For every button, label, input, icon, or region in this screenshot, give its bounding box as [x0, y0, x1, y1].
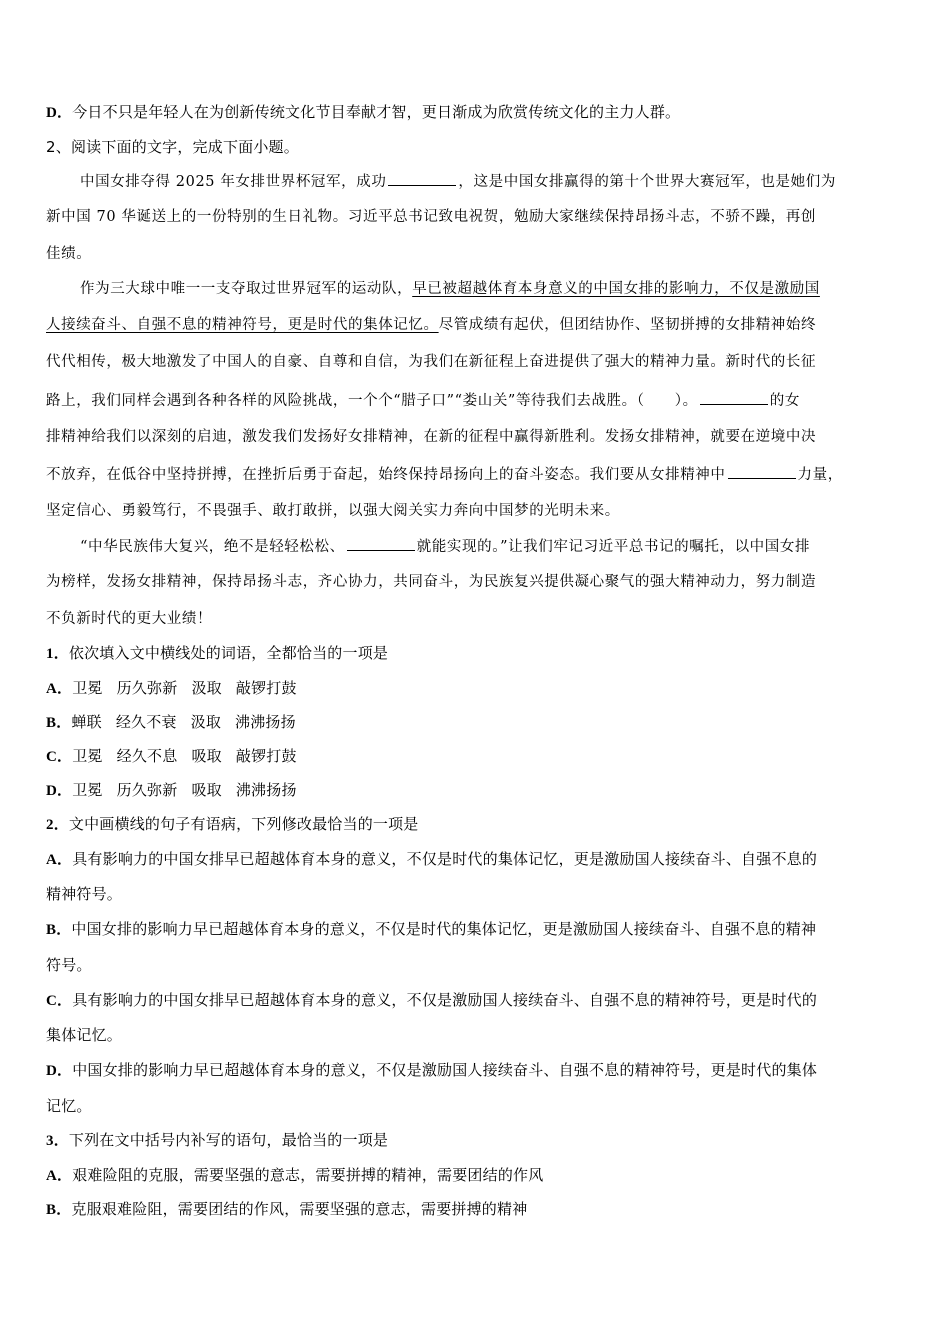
option-label: B． [46, 922, 72, 938]
option-word: 卫冕 [72, 747, 103, 765]
passage-text: “中华民族伟大复兴，绝不是轻轻松松、 [80, 539, 345, 555]
passage-text: 就能实现的。”让我们牢记习近平总书记的嘱托，以中国女排 [416, 539, 811, 555]
question-2 [46, 814, 419, 835]
q1-option-c [46, 746, 297, 767]
question-number: 1． [46, 646, 69, 662]
q2-option-c [46, 990, 817, 1011]
passage-line: 代代相传，极大地激发了中国人的自豪、自尊和自信，为我们在新征程上奋进提供了强大的精神力量。新时代的长征 [46, 354, 817, 370]
fill-blank [347, 536, 415, 551]
q2-option-a-cont: 精神符号。 [46, 885, 123, 903]
passage-line [46, 315, 816, 335]
option-d-line [46, 102, 680, 123]
q1-option-a [46, 678, 297, 699]
option-word: 经久不息 [116, 747, 178, 765]
option-label: D． [46, 105, 73, 121]
passage-text: ，这是中国女排赢得的第十个世界大赛冠军，也是她们为 [458, 174, 836, 190]
passage-line [80, 536, 810, 557]
passage-line: 新中国 70 华诞送上的一份特别的生日礼物。习近平总书记致电祝贺，勉励大家继续保持昂扬斗志，不骄不躁，再创 [46, 209, 816, 225]
option-label: A． [46, 681, 73, 697]
fill-blank [388, 171, 456, 186]
passage-text: 不放弃，在低谷中坚持拼搏，在挫折后勇于奋起，始终保持昂扬向上的奋斗姿态。我们要从女排精神中 [46, 467, 726, 483]
q1-option-b [46, 712, 296, 733]
passage-text: 路上，我们同样会遇到各种各样的风险挑战，一个个“腊子口”“娄山关”等待我们去战胜。（ ）。 [46, 393, 698, 409]
underlined-sentence: 早已被超越体育本身意义的中国女排的影响力，不仅是激励国 [412, 281, 820, 297]
question-text: 文中画横线的句子有语病，下列修改最恰当的一项是 [68, 815, 419, 833]
fill-blank [728, 464, 796, 479]
option-label: A． [46, 1168, 73, 1184]
passage-line [46, 464, 843, 485]
option-word: 吸取 [191, 781, 222, 799]
passage-line [80, 279, 820, 299]
question-text: 依次填入文中横线处的词语，全都恰当的一项是 [68, 644, 389, 662]
question-1 [46, 643, 388, 664]
passage-line [80, 171, 836, 192]
question-number: 3． [46, 1133, 69, 1149]
passage-text: 力量， [797, 467, 843, 483]
passage-line: 不负新时代的更大业绩！ [46, 611, 213, 627]
option-word: 汲取 [191, 679, 222, 697]
q2-option-b-cont: 符号。 [46, 956, 92, 974]
option-text: 具有影响力的中国女排早已超越体育本身的意义，不仅是时代的集体记忆，更是激励国人接续奋斗、自强不息的 [72, 850, 818, 868]
q2-option-a [46, 849, 817, 870]
option-word: 蝉联 [71, 713, 102, 731]
passage-line [46, 390, 800, 411]
option-word: 卫冕 [72, 781, 103, 799]
option-label: B． [46, 715, 72, 731]
fill-blank [700, 390, 768, 405]
option-label: A． [46, 852, 73, 868]
q2-option-d [46, 1060, 817, 1081]
passage-line: 坚定信心、勇毅笃行，不畏强手、敢打敢拼，以强大阅关实力奔向中国梦的光明未来。 [46, 503, 620, 519]
passage-line: 佳绩。 [46, 246, 92, 262]
q2-option-b [46, 919, 816, 940]
passage-text: 的女 [769, 393, 800, 409]
option-label: B． [46, 1202, 72, 1218]
option-text: 艰难险阻的克服，需要坚强的意志，需要拼搏的精神，需要团结的作风 [72, 1166, 544, 1184]
option-word: 敲锣打鼓 [235, 679, 297, 697]
section-heading: 2、阅读下面的文字，完成下面小题。 [46, 138, 299, 156]
option-label: C． [46, 993, 73, 1009]
passage-text: 尽管成绩有起伏，但团结协作、坚韧拼搏的女排精神始终 [438, 317, 817, 333]
underlined-sentence: 人接续奋斗、自强不息的精神符号，更是时代的集体记忆。 [46, 317, 439, 333]
option-label: D． [46, 783, 73, 799]
option-text: 具有影响力的中国女排早已超越体育本身的意义，不仅是激励国人接续奋斗、自强不息的精神符号，更是时代的 [72, 991, 818, 1009]
question-text: 下列在文中括号内补写的语句，最恰当的一项是 [68, 1131, 389, 1149]
option-text: 今日不只是年轻人在为创新传统文化节目奉献才智，更日渐成为欣赏传统文化的主力人群。 [72, 103, 681, 121]
option-word: 汲取 [190, 713, 222, 731]
option-text: 中国女排的影响力早已超越体育本身的意义，不仅是时代的集体记忆，更是激励国人接续奋斗、自强不息的精神 [71, 920, 817, 938]
passage-text: 中国女排夺得 2025 年女排世界杯冠军，成功 [80, 174, 387, 190]
option-word: 经久不衰 [115, 713, 177, 731]
q1-option-d [46, 780, 297, 801]
option-word: 吸取 [191, 747, 222, 765]
option-word: 敲锣打鼓 [235, 747, 297, 765]
q3-option-a [46, 1165, 543, 1186]
option-label: D． [46, 1063, 73, 1079]
option-word: 历久弥新 [116, 679, 178, 697]
passage-line: 排精神给我们以深刻的启迪，激发我们发扬好女排精神，在新的征程中赢得新胜利。发扬女排精神，就要在逆境中决 [46, 429, 817, 445]
question-number: 2． [46, 817, 69, 833]
option-word: 历久弥新 [116, 781, 178, 799]
option-text: 中国女排的影响力早已超越体育本身的意义，不仅是激励国人接续奋斗、自强不息的精神符号，更是时代的集体 [72, 1061, 818, 1079]
q3-option-b [46, 1199, 527, 1220]
option-word: 沸沸扬扬 [235, 713, 296, 731]
q2-option-d-cont: 记忆。 [46, 1097, 92, 1115]
question-3 [46, 1130, 388, 1151]
passage-line: 为榜样，发扬女排精神，保持昂扬斗志，齐心协力，共同奋斗，为民族复兴提供凝心聚气的强大精神动力，努力制造 [46, 574, 817, 590]
option-word: 卫冕 [72, 679, 103, 697]
option-label: C． [46, 749, 73, 765]
q2-option-c-cont: 集体记忆。 [46, 1026, 123, 1044]
passage-text: 作为三大球中唯一一支夺取过世界冠军的运动队， [80, 281, 413, 297]
option-word: 沸沸扬扬 [235, 781, 297, 799]
option-text: 克服艰难险阻，需要团结的作风，需要坚强的意志，需要拼搏的精神 [71, 1200, 528, 1218]
